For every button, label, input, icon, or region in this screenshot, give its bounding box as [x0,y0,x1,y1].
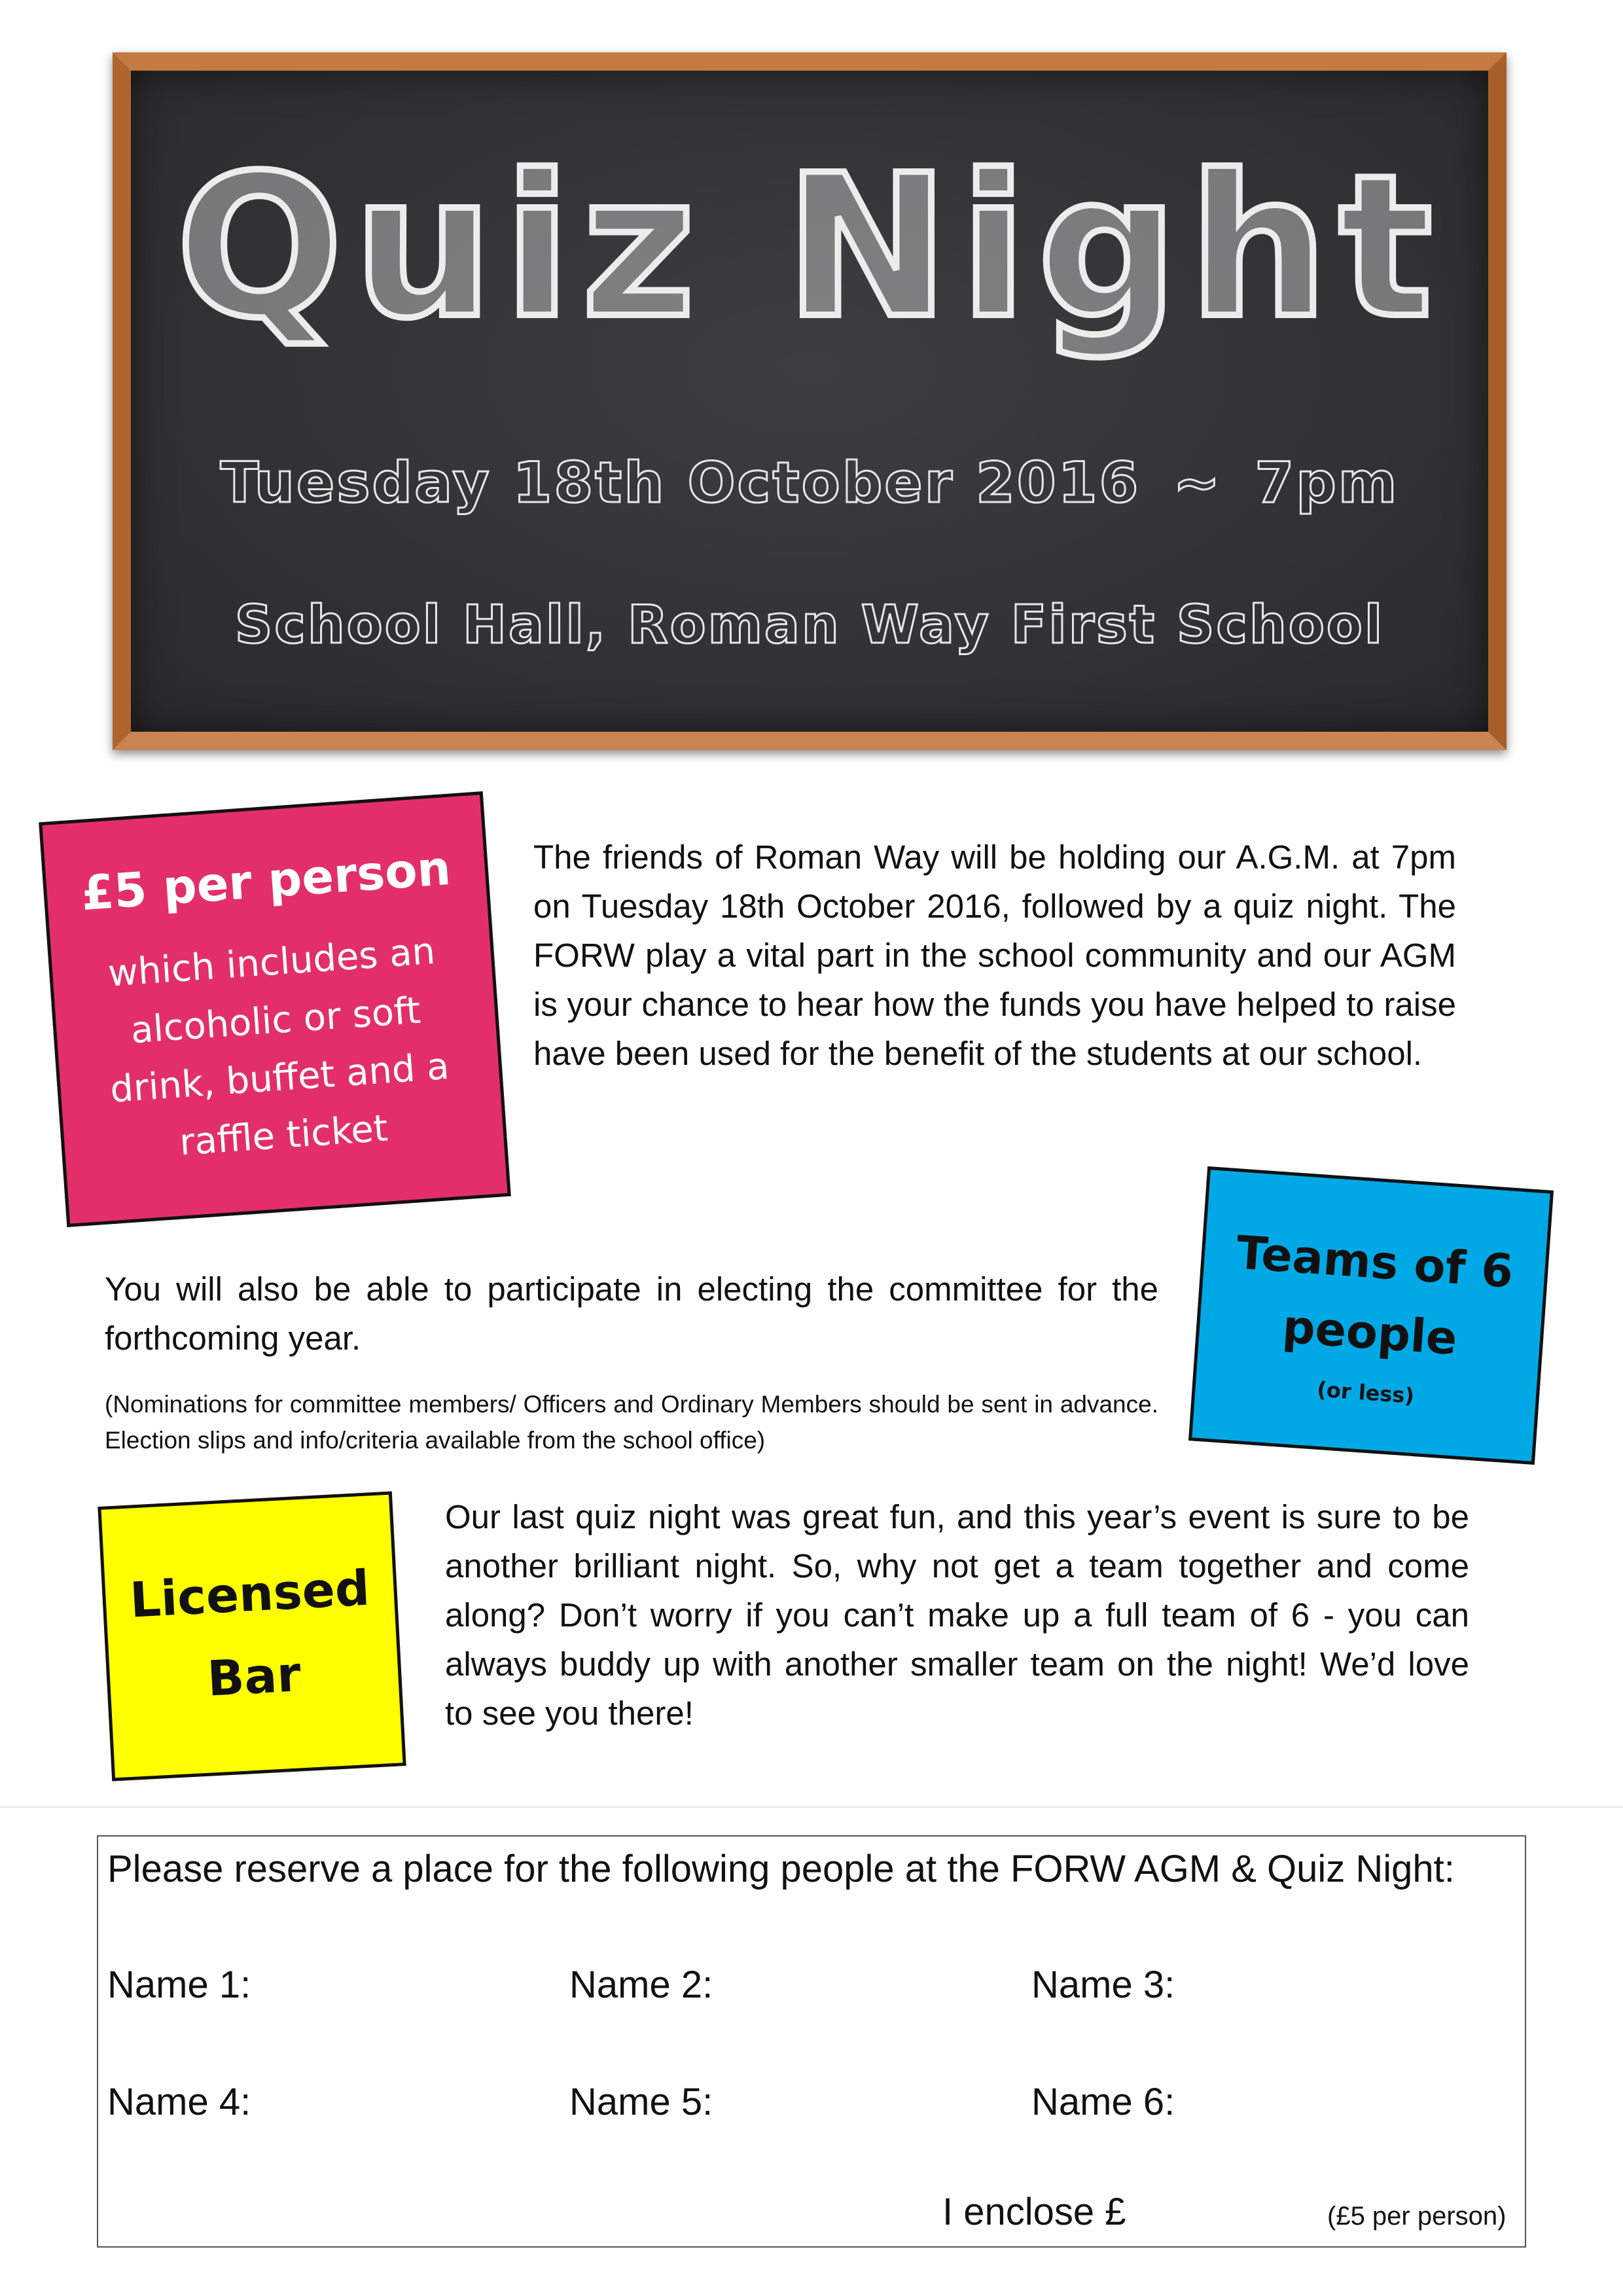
chalkboard-banner [113,52,1507,750]
teams-line-2: people [1281,1299,1459,1366]
enclose-amount-field[interactable]: I enclose £ [942,2191,1126,2233]
price-detail: which includes an alcoholic or soft drink, buffet and a raffle ticket [107,929,451,1165]
name-6-field[interactable]: Name 6: [1031,2081,1175,2123]
committee-paragraph: You will also be able to participate in electing the committee for the forthcoming year. [105,1270,1158,1357]
price-headline: £5 per person [79,840,453,922]
event-date: Tuesday 18th October 2016 [220,450,1141,516]
event-time: 7pm [1255,450,1399,516]
price-note [39,791,511,1227]
event-title: Quiz Night [175,133,1444,361]
intro-paragraph: The friends of Roman Way will be holding our A.G.M. at 7pm on Tuesday 18th October 2016, followed by a quiz night. The FORW play a vital part in the school community and our AGM is your chance to hear how the funds you have helped to raise have been used for the benefit of the students at our school. [533,838,1456,1072]
teams-sub: (or less) [1316,1376,1416,1408]
divider [0,1806,1623,1808]
reservation-heading: Please reserve a place for the following people at the FORW AGM & Quiz Night: [107,1848,1455,1890]
licensed-bar-text: Licensed Bar [128,1560,371,1708]
date-time-separator: ~ [1173,450,1222,516]
name-2-field[interactable]: Name 2: [569,1964,713,2006]
teams-line-1: Teams of 6 [1234,1225,1515,1299]
licensed-bar-note [98,1492,406,1782]
name-3-field[interactable]: Name 3: [1031,1964,1175,2006]
last-quiz-paragraph: Our last quiz night was great fun, and this year’s event is sure to be another brilliant night. So, why not get a team together and come along? Don’t worry if you can’t make up a full team of 6 - you can always buddy up with another smaller team on the night! We’d love to see you there! [445,1498,1469,1732]
per-person-note: (£5 per person) [1327,2202,1507,2231]
name-5-field[interactable]: Name 5: [569,2081,713,2123]
event-venue: School Hall, Roman Way First School [234,594,1385,655]
reservation-slip [97,1835,1526,2248]
teams-note [1188,1166,1554,1465]
nominations-note: (Nominations for committee members/ Officers and Ordinary Members should be sent in advance. Election slips and info/criteria available from the school office) [105,1391,1158,1454]
event-date-time [131,450,1488,516]
name-4-field[interactable]: Name 4: [107,2081,251,2123]
name-1-field[interactable]: Name 1: [107,1964,251,2006]
